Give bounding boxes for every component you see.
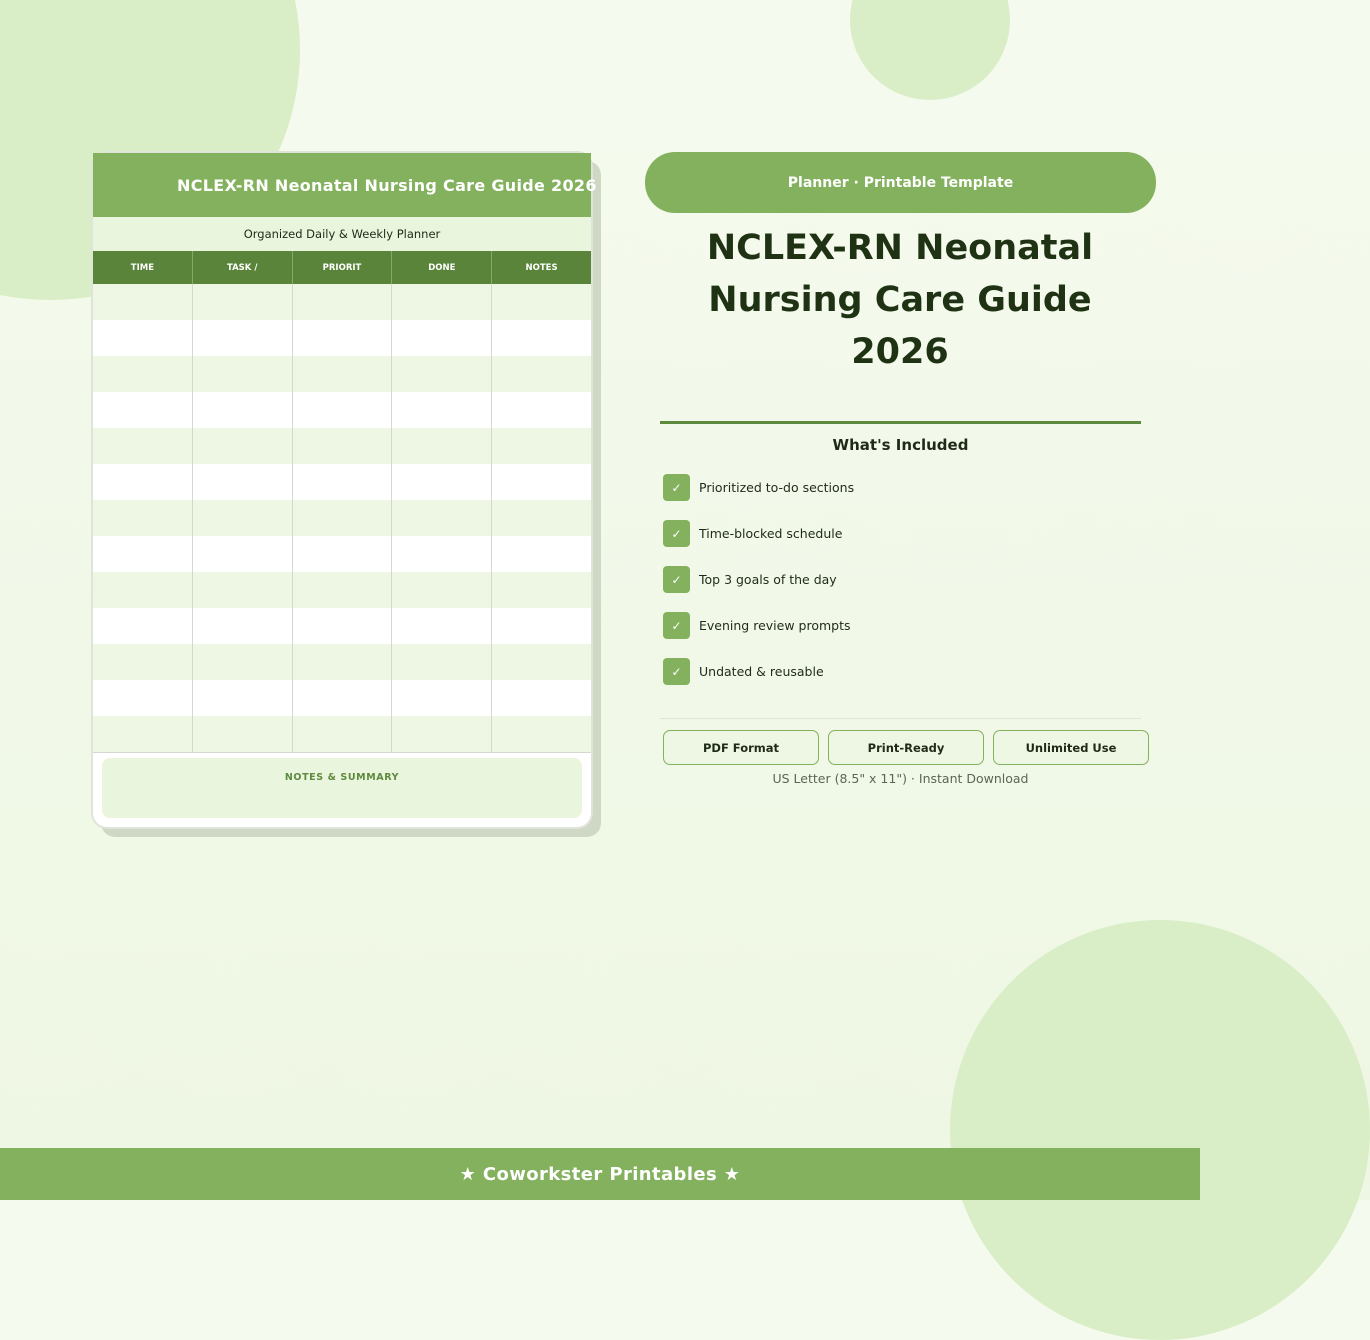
planner-cell — [293, 392, 393, 428]
column-header-done: DONE — [392, 251, 492, 284]
planner-cell — [293, 320, 393, 356]
planner-cell — [293, 356, 393, 392]
badge-divider — [660, 718, 1141, 719]
badge-unlimited-use: Unlimited Use — [993, 730, 1149, 765]
feature-label: Evening review prompts — [699, 618, 851, 633]
feature-item — [663, 566, 837, 593]
check-icon: ✓ — [663, 474, 690, 501]
planner-cell — [293, 716, 393, 752]
planner-row — [93, 644, 591, 680]
planner-cell — [93, 716, 193, 752]
planner-cell — [293, 680, 393, 716]
planner-cell — [492, 464, 591, 500]
planner-grid-bottom-line — [93, 752, 591, 753]
planner-header — [93, 153, 597, 217]
planner-cell — [193, 572, 293, 608]
check-icon: ✓ — [663, 612, 690, 639]
planner-cell — [293, 608, 393, 644]
planner-subtitle: Organized Daily & Weekly Planner — [93, 217, 591, 251]
planner-row — [93, 536, 591, 572]
planner-cell — [93, 320, 193, 356]
planner-row — [93, 392, 591, 428]
planner-cell — [93, 644, 193, 680]
decor-circle-top-right — [850, 0, 1010, 100]
notes-summary-label: NOTES & SUMMARY — [284, 772, 400, 783]
column-header-time: TIME — [93, 251, 193, 284]
badge-pdf-format: PDF Format — [663, 730, 819, 765]
planner-cell — [93, 680, 193, 716]
feature-label: Undated & reusable — [699, 664, 824, 679]
column-header-notes: NOTES — [525, 262, 558, 273]
planner-cell — [492, 644, 591, 680]
planner-row — [93, 428, 591, 464]
feature-item — [663, 520, 842, 547]
planner-cell — [492, 680, 591, 716]
planner-cell — [293, 428, 393, 464]
decor-circle-bottom-right — [950, 920, 1370, 1340]
planner-cell — [492, 716, 591, 752]
notes-summary-box — [102, 758, 582, 818]
planner-row — [93, 284, 591, 320]
planner-cell — [93, 464, 193, 500]
product-title: NCLEX-RN Neonatal Nursing Care Guide 2026 — [706, 228, 1094, 372]
planner-cell — [492, 572, 591, 608]
planner-cell — [293, 464, 393, 500]
planner-row — [93, 572, 591, 608]
title-divider — [660, 421, 1141, 424]
feature-item — [663, 658, 824, 685]
footer-brand-bar — [0, 1148, 1200, 1200]
planner-cell — [392, 356, 492, 392]
planner-grid — [93, 284, 591, 752]
planner-cell — [392, 716, 492, 752]
planner-cell — [93, 428, 193, 464]
planner-cell — [193, 608, 293, 644]
planner-cell — [392, 608, 492, 644]
planner-cell — [293, 644, 393, 680]
planner-cell — [93, 500, 193, 536]
planner-title: NCLEX-RN Neonatal Nursing Care Guide 2026 — [177, 175, 597, 195]
planner-cell — [392, 392, 492, 428]
planner-cell — [293, 500, 393, 536]
feature-item — [663, 474, 854, 501]
check-icon: ✓ — [663, 566, 690, 593]
planner-cell — [492, 536, 591, 572]
planner-cell — [193, 680, 293, 716]
planner-cell — [492, 500, 591, 536]
planner-cell — [193, 392, 293, 428]
planner-cell — [193, 320, 293, 356]
planner-cell — [93, 608, 193, 644]
planner-row — [93, 716, 591, 752]
column-header-priority: PRIORIT — [293, 251, 393, 284]
planner-cell — [193, 500, 293, 536]
feature-item — [663, 612, 851, 639]
planner-cell — [492, 392, 591, 428]
planner-cell — [193, 284, 293, 320]
planner-cell — [193, 536, 293, 572]
planner-cell — [93, 392, 193, 428]
planner-row — [93, 464, 591, 500]
planner-cell — [293, 536, 393, 572]
planner-cell — [193, 428, 293, 464]
whats-included-heading: What's Included — [832, 436, 969, 454]
planner-cell — [392, 428, 492, 464]
planner-cell — [392, 320, 492, 356]
feature-label: Time-blocked schedule — [699, 526, 843, 541]
check-icon: ✓ — [663, 520, 690, 547]
planner-cell — [93, 284, 193, 320]
planner-cell — [392, 500, 492, 536]
planner-cell — [492, 320, 591, 356]
planner-row — [93, 356, 591, 392]
planner-cell — [392, 644, 492, 680]
check-icon: ✓ — [663, 658, 690, 685]
planner-cell — [293, 572, 393, 608]
planner-row — [93, 680, 591, 716]
badge-print-ready: Print-Ready — [828, 730, 984, 765]
planner-cell — [392, 680, 492, 716]
planner-cell — [293, 284, 393, 320]
feature-label: Top 3 goals of the day — [699, 572, 837, 587]
planner-cell — [492, 608, 591, 644]
planner-cell — [392, 284, 492, 320]
footer-brand-text: ★ Coworkster Printables ★ — [459, 1163, 741, 1185]
planner-cell — [93, 536, 193, 572]
category-pill: Planner · Printable Template — [645, 152, 1156, 213]
planner-row — [93, 320, 591, 356]
planner-cell — [93, 572, 193, 608]
planner-cell — [193, 464, 293, 500]
planner-row — [93, 608, 591, 644]
planner-cell — [193, 716, 293, 752]
planner-cell — [193, 644, 293, 680]
column-header-task: TASK / — [193, 251, 293, 284]
planner-cell — [392, 464, 492, 500]
planner-cell — [93, 356, 193, 392]
planner-cell — [492, 284, 591, 320]
planner-cell — [392, 536, 492, 572]
feature-label: Prioritized to-do sections — [699, 480, 855, 495]
planner-row — [93, 500, 591, 536]
planner-cell — [492, 356, 591, 392]
planner-column-headers — [93, 251, 591, 284]
planner-preview-card — [93, 153, 597, 827]
planner-cell — [492, 428, 591, 464]
format-meta-text: US Letter (8.5" x 11") · Instant Download — [772, 771, 1029, 786]
planner-cell — [193, 356, 293, 392]
planner-cell — [392, 572, 492, 608]
